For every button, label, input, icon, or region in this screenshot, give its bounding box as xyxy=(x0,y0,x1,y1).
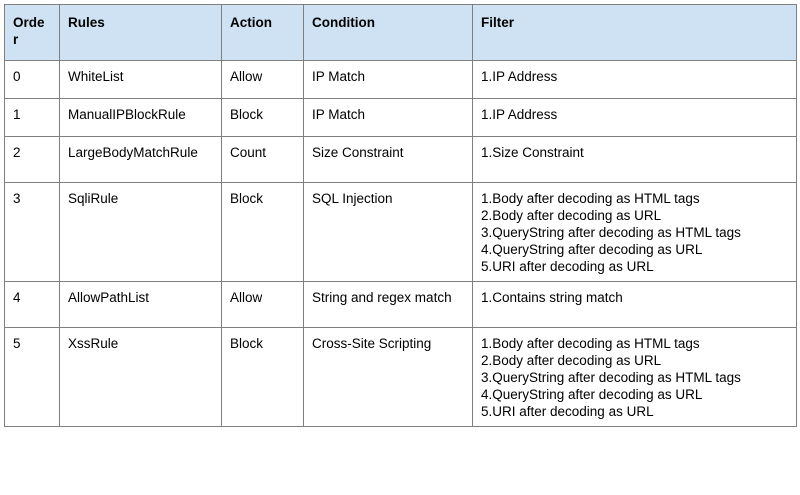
cell-order: 3 xyxy=(5,183,60,282)
filter-item: 1.IP Address xyxy=(481,69,558,84)
header-order: Orde r xyxy=(5,5,60,61)
filter-item: 4.QueryString after decoding as URL xyxy=(481,242,703,257)
cell-action: Block xyxy=(222,183,304,282)
cell-condition: Cross-Site Scripting xyxy=(304,328,473,427)
cell-filter xyxy=(473,137,797,183)
cell-filter xyxy=(473,99,797,137)
cell-filter xyxy=(473,61,797,99)
header-action: Action xyxy=(222,5,304,61)
table-body xyxy=(5,61,797,427)
cell-condition: Size Constraint xyxy=(304,137,473,183)
cell-condition: IP Match xyxy=(304,99,473,137)
cell-order: 2 xyxy=(5,137,60,183)
filter-item: 1.Body after decoding as HTML tags xyxy=(481,336,700,351)
cell-filter xyxy=(473,328,797,427)
header-filter: Filter xyxy=(473,5,797,61)
rules-table xyxy=(4,4,797,427)
cell-order: 5 xyxy=(5,328,60,427)
cell-order: 1 xyxy=(5,99,60,137)
table-row xyxy=(5,282,797,328)
filter-item: 1.IP Address xyxy=(481,107,558,122)
cell-order: 4 xyxy=(5,282,60,328)
filter-item: 5.URI after decoding as URL xyxy=(481,259,654,274)
cell-action: Count xyxy=(222,137,304,183)
filter-item: 2.Body after decoding as URL xyxy=(481,353,662,368)
cell-condition: IP Match xyxy=(304,61,473,99)
filter-item: 5.URI after decoding as URL xyxy=(481,404,654,419)
cell-rule: LargeBodyMatchRule xyxy=(60,137,222,183)
cell-rule: XssRule xyxy=(60,328,222,427)
cell-condition: SQL Injection xyxy=(304,183,473,282)
cell-rule: WhiteList xyxy=(60,61,222,99)
table-row xyxy=(5,183,797,282)
table-row xyxy=(5,99,797,137)
cell-rule: SqliRule xyxy=(60,183,222,282)
cell-rule: AllowPathList xyxy=(60,282,222,328)
header-condition: Condition xyxy=(304,5,473,61)
cell-action: Block xyxy=(222,328,304,427)
header-rules: Rules xyxy=(60,5,222,61)
filter-item: 3.QueryString after decoding as HTML tags xyxy=(481,225,741,240)
table-row xyxy=(5,61,797,99)
cell-action: Allow xyxy=(222,282,304,328)
table-row xyxy=(5,137,797,183)
cell-filter xyxy=(473,282,797,328)
filter-item: 2.Body after decoding as URL xyxy=(481,208,662,223)
table-header xyxy=(5,5,797,61)
cell-condition: String and regex match xyxy=(304,282,473,328)
cell-order: 0 xyxy=(5,61,60,99)
table-row xyxy=(5,328,797,427)
filter-item: 3.QueryString after decoding as HTML tags xyxy=(481,370,741,385)
cell-filter xyxy=(473,183,797,282)
filter-item: 1.Size Constraint xyxy=(481,145,584,160)
cell-action: Block xyxy=(222,99,304,137)
header-row xyxy=(5,5,797,61)
filter-item: 1.Body after decoding as HTML tags xyxy=(481,191,700,206)
filter-item: 4.QueryString after decoding as URL xyxy=(481,387,703,402)
filter-item: 1.Contains string match xyxy=(481,290,623,305)
cell-rule: ManualIPBlockRule xyxy=(60,99,222,137)
cell-action: Allow xyxy=(222,61,304,99)
